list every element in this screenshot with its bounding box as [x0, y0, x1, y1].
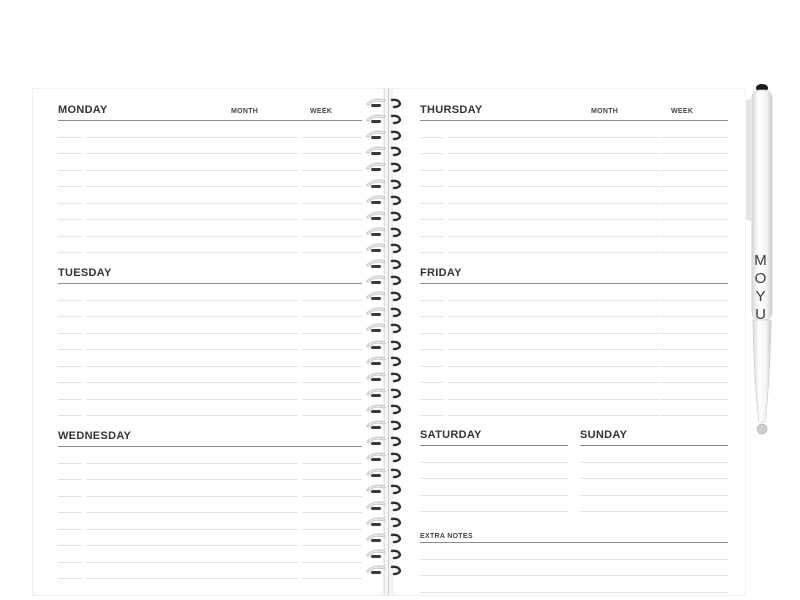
writing-line-segment [58, 479, 82, 480]
spiral-ring [365, 161, 403, 173]
writing-line-segment [662, 236, 728, 237]
saturday-heading-rule [420, 445, 568, 446]
writing-line-segment [58, 203, 82, 204]
writing-line-segment [662, 219, 728, 220]
writing-line-segment [448, 252, 660, 253]
writing-line-segment [420, 236, 444, 237]
writing-line-segment [58, 219, 82, 220]
writing-line-segment [420, 170, 444, 171]
spiral-ring [365, 242, 403, 254]
writing-line-segment [420, 511, 568, 512]
writing-line-segment [448, 153, 660, 154]
writing-line-segment [58, 415, 82, 416]
writing-line-segment [580, 462, 728, 463]
writing-line-segment [662, 399, 728, 400]
writing-line-segment [662, 415, 728, 416]
writing-line-segment [580, 511, 728, 512]
spiral-ring [365, 274, 403, 286]
writing-line-segment [58, 496, 82, 497]
writing-line-segment [662, 382, 728, 383]
writing-line-segment [580, 478, 728, 479]
tuesday-heading-rule [58, 283, 362, 284]
writing-line-segment [420, 203, 444, 204]
writing-line-segment [58, 562, 82, 563]
sunday-heading-rule [580, 445, 728, 446]
writing-line-segment [86, 349, 298, 350]
thursday-month-label: MONTH [591, 108, 619, 115]
writing-line-segment [662, 316, 728, 317]
thursday-heading-rule [420, 120, 728, 121]
friday-title: FRIDAY [420, 267, 462, 279]
spiral-ring [365, 145, 403, 157]
writing-line-segment [58, 463, 82, 464]
writing-line-segment [86, 415, 298, 416]
writing-line-segment [302, 415, 362, 416]
writing-line-segment [420, 137, 444, 138]
writing-line-segment [86, 333, 298, 334]
writing-line-segment [86, 170, 298, 171]
monday-title: MONDAY [58, 104, 108, 116]
writing-line-segment [86, 316, 298, 317]
writing-line-segment [662, 186, 728, 187]
spiral-ring [365, 371, 403, 383]
thursday-title: THURSDAY [420, 104, 483, 116]
writing-line-segment [662, 170, 728, 171]
spiral-ring [365, 435, 403, 447]
writing-line-segment [302, 137, 362, 138]
spiral-ring [365, 97, 403, 109]
writing-line-segment [302, 399, 362, 400]
writing-line-segment [420, 316, 444, 317]
writing-line-segment [420, 575, 728, 576]
writing-line-segment [302, 186, 362, 187]
writing-line-segment [86, 529, 298, 530]
monday-month-label: MONTH [231, 108, 259, 115]
spiral-ring [365, 306, 403, 318]
writing-line-segment [448, 366, 660, 367]
writing-line-segment [86, 203, 298, 204]
pen-brand-text: MOYU [752, 252, 769, 324]
writing-line-segment [58, 399, 82, 400]
extra-notes-title: EXTRA NOTES [420, 533, 473, 540]
writing-line-segment [448, 186, 660, 187]
writing-line-segment [302, 333, 362, 334]
writing-line-segment [302, 496, 362, 497]
spiral-ring [365, 403, 403, 415]
writing-line-segment [662, 300, 728, 301]
friday-heading-rule [420, 283, 728, 284]
spiral-ring [365, 210, 403, 222]
writing-line-segment [302, 236, 362, 237]
writing-line-segment [86, 137, 298, 138]
writing-line-segment [58, 153, 82, 154]
pen-clip [747, 100, 753, 220]
spiral-ring [365, 451, 403, 463]
writing-line-segment [420, 186, 444, 187]
writing-line-segment [302, 366, 362, 367]
writing-line-segment [448, 415, 660, 416]
writing-line-segment [86, 236, 298, 237]
writing-line-segment [448, 236, 660, 237]
writing-line-segment [58, 529, 82, 530]
writing-line-segment [420, 219, 444, 220]
writing-line-segment [86, 463, 298, 464]
writing-line-segment [448, 137, 660, 138]
writing-line-segment [302, 153, 362, 154]
writing-line-segment [420, 333, 444, 334]
writing-line-segment [662, 137, 728, 138]
writing-line-segment [86, 366, 298, 367]
writing-line-segment [420, 153, 444, 154]
spiral-ring [365, 178, 403, 190]
spiral-ring [365, 516, 403, 528]
monday-heading-rule [58, 120, 362, 121]
pen-tip [757, 424, 767, 434]
writing-line-segment [448, 203, 660, 204]
spiral-ring [365, 339, 403, 351]
wednesday-title: WEDNESDAY [58, 430, 132, 442]
writing-line-segment [302, 512, 362, 513]
writing-line-segment [58, 578, 82, 579]
wednesday-heading-rule [58, 446, 362, 447]
writing-line-segment [420, 462, 568, 463]
writing-line-segment [86, 512, 298, 513]
spiral-ring [365, 194, 403, 206]
writing-line-segment [58, 382, 82, 383]
writing-line-segment [302, 529, 362, 530]
writing-line-segment [58, 366, 82, 367]
writing-line-segment [86, 562, 298, 563]
writing-line-segment [420, 478, 568, 479]
spiral-ring [365, 483, 403, 495]
writing-line-segment [420, 300, 444, 301]
writing-line-segment [86, 496, 298, 497]
writing-line-segment [302, 463, 362, 464]
pen-grip [753, 320, 771, 422]
writing-line-segment [302, 300, 362, 301]
writing-line-segment [420, 592, 728, 593]
left-page [32, 88, 384, 596]
writing-line-segment [420, 349, 444, 350]
writing-line-segment [302, 170, 362, 171]
writing-line-segment [448, 219, 660, 220]
spiral-ring [365, 322, 403, 334]
writing-line-segment [58, 545, 82, 546]
writing-line-segment [662, 203, 728, 204]
writing-line-segment [86, 578, 298, 579]
spiral-ring [365, 113, 403, 125]
saturday-title: SATURDAY [420, 429, 482, 441]
tuesday-title: TUESDAY [58, 267, 112, 279]
spiral-ring [365, 532, 403, 544]
writing-line-segment [86, 399, 298, 400]
spiral-ring [365, 467, 403, 479]
spiral-ring [365, 564, 403, 576]
sunday-title: SUNDAY [580, 429, 628, 441]
writing-line-segment [448, 300, 660, 301]
writing-line-segment [58, 333, 82, 334]
extra-notes-heading-rule [420, 542, 728, 543]
spiral-ring [365, 258, 403, 270]
spiral-ring [365, 129, 403, 141]
spiral-ring [365, 387, 403, 399]
writing-line-segment [662, 366, 728, 367]
writing-line-segment [86, 153, 298, 154]
writing-line-segment [58, 512, 82, 513]
writing-line-segment [58, 137, 82, 138]
writing-line-segment [302, 545, 362, 546]
spiral-ring [365, 355, 403, 367]
writing-line-segment [662, 349, 728, 350]
writing-line-segment [302, 203, 362, 204]
writing-line-segment [302, 219, 362, 220]
writing-line-segment [58, 300, 82, 301]
writing-line-segment [302, 578, 362, 579]
spiral-ring [365, 419, 403, 431]
spiral-ring [365, 290, 403, 302]
writing-line-segment [86, 479, 298, 480]
writing-line-segment [580, 495, 728, 496]
writing-line-segment [420, 559, 728, 560]
writing-line-segment [662, 153, 728, 154]
writing-line-segment [86, 382, 298, 383]
writing-line-segment [86, 252, 298, 253]
writing-line-segment [58, 252, 82, 253]
writing-line-segment [58, 170, 82, 171]
spiral-ring [365, 226, 403, 238]
writing-line-segment [420, 252, 444, 253]
writing-line-segment [662, 252, 728, 253]
right-page [392, 88, 746, 596]
writing-line-segment [302, 252, 362, 253]
writing-line-segment [420, 495, 568, 496]
writing-line-segment [86, 300, 298, 301]
writing-line-segment [302, 349, 362, 350]
spiral-ring [365, 500, 403, 512]
writing-line-segment [86, 545, 298, 546]
writing-line-segment [302, 316, 362, 317]
writing-line-segment [420, 366, 444, 367]
writing-line-segment [58, 186, 82, 187]
writing-line-segment [448, 316, 660, 317]
writing-line-segment [662, 333, 728, 334]
writing-line-segment [302, 479, 362, 480]
writing-line-segment [302, 562, 362, 563]
spiral-ring [365, 548, 403, 560]
writing-line-segment [448, 170, 660, 171]
writing-line-segment [302, 382, 362, 383]
thursday-week-label: WEEK [671, 108, 694, 115]
writing-line-segment [58, 236, 82, 237]
writing-line-segment [58, 316, 82, 317]
writing-line-segment [448, 399, 660, 400]
writing-line-segment [58, 349, 82, 350]
stylus-pen[interactable] [745, 82, 773, 442]
writing-line-segment [448, 382, 660, 383]
writing-line-segment [420, 382, 444, 383]
writing-line-segment [448, 333, 660, 334]
writing-line-segment [448, 349, 660, 350]
writing-line-segment [420, 399, 444, 400]
monday-week-label: WEEK [310, 108, 333, 115]
writing-line-segment [86, 219, 298, 220]
writing-line-segment [420, 415, 444, 416]
writing-line-segment [86, 186, 298, 187]
